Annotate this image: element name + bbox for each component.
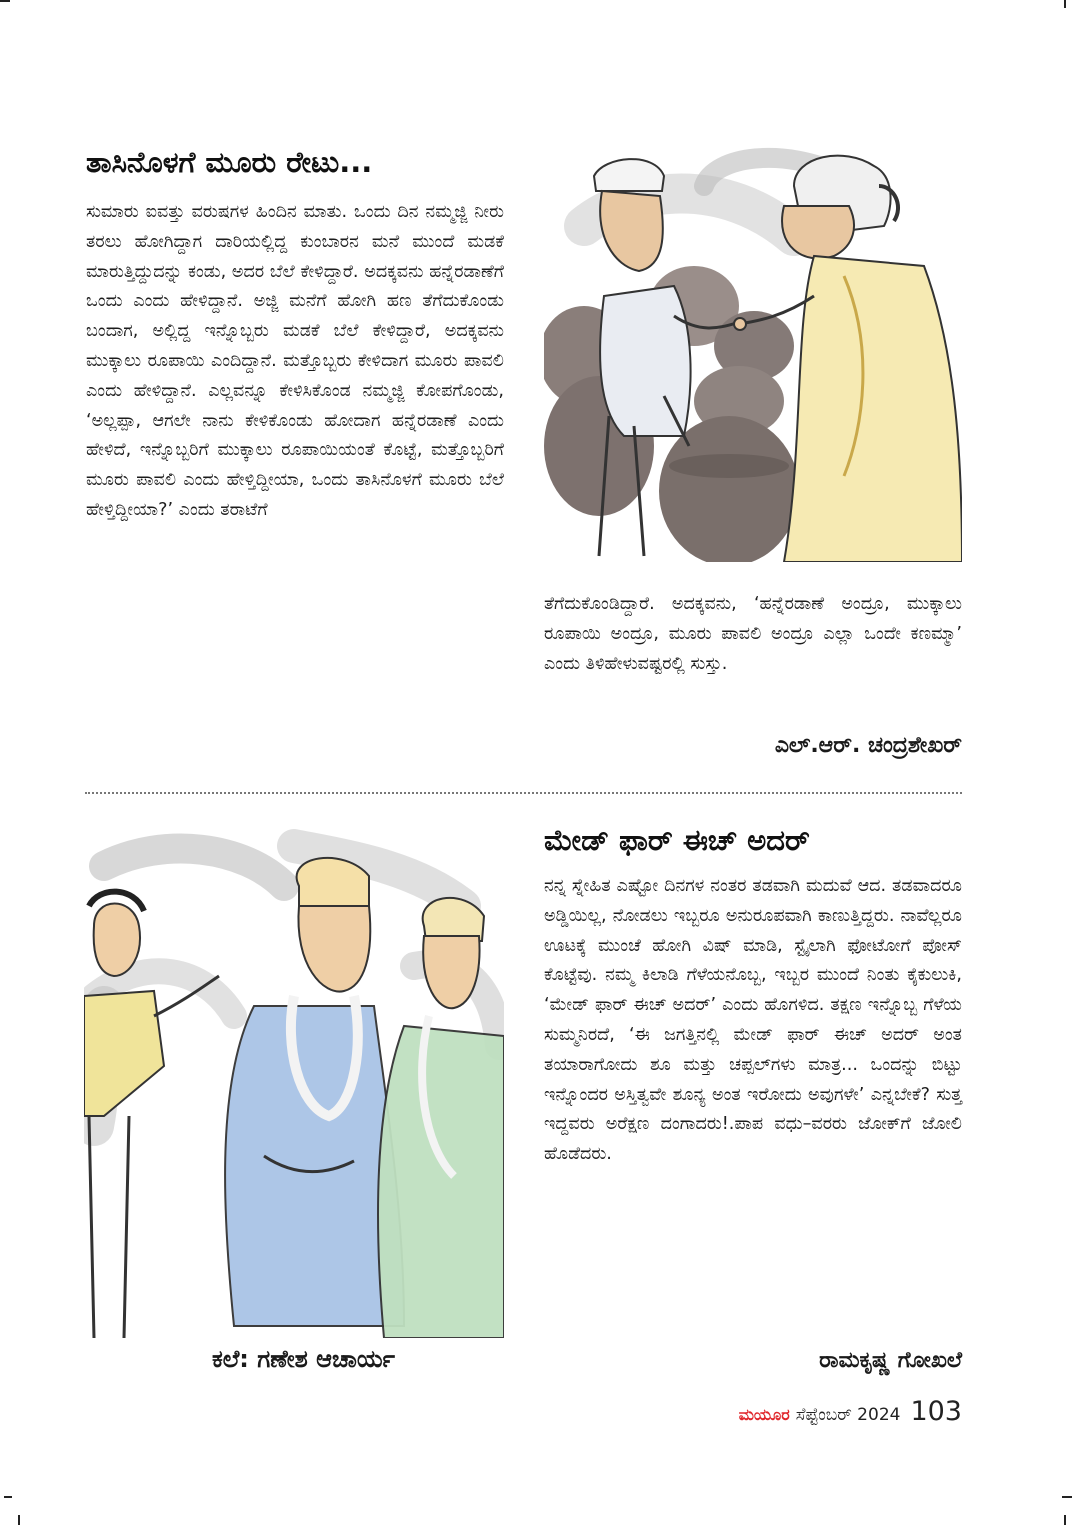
story1-author: ಎಲ್‌.ಆರ್‌. ಚಂದ್ರಶೇಖರ್: [774, 733, 962, 758]
story2-author: ರಾಮಕೃಷ್ಣ ಗೋಖಲೆ: [819, 1348, 962, 1373]
crop-mark: [18, 1515, 20, 1525]
story1-body-right: ತೆಗೆದುಕೊಂಡಿದ್ದಾರೆ. ಅದಕ್ಕವನು, ‘ಹನ್ನೆರಡಾಣೆ ಅಂದ್ರೂ, ಮುಕ್ಕಾಲು ರೂಪಾಯಿ ಅಂದ್ರೂ, ಮೂರು ಪಾವಲಿ ಅಂದ್ರೂ ಎಲ್ಲಾ ಒಂದೇ ಕಣಮ್ಮಾ’ ಎಂದು ತಿಳಿಹೇಳುವಷ್ಟರಲ್ಲಿ ಸುಸ್ತು.: [544, 594, 962, 674]
crop-mark: [0, 0, 10, 2]
art-credit: ಕಲೆ: ಗಣೇಶ ಆಚಾರ್ಯ: [212, 1345, 395, 1373]
crop-mark: [1064, 1515, 1066, 1525]
issue-date: ಸೆಪ್ಟೆಂಬರ್ 2024: [795, 1405, 901, 1425]
page-number: 103: [910, 1396, 962, 1427]
magazine-brand: ಮಯೂರ: [738, 1405, 790, 1424]
story1-title: ತಾಸಿನೊಳಗೆ ಮೂರು ರೇಟು...: [86, 145, 373, 179]
story2-title: ಮೇಡ್ ಫಾರ್ ಈಚ್ ಅದರ್: [544, 823, 810, 857]
wedding-couple-illustration: [84, 826, 504, 1338]
crop-mark: [4, 1496, 12, 1498]
story1-body-left: ಸುಮಾರು ಐವತ್ತು ವರುಷಗಳ ಹಿಂದಿನ ಮಾತು. ಒಂದು ದಿನ ನಮ್ಮಜ್ಜಿ ನೀರು ತರಲು ಹೋಗಿದ್ದಾಗ ದಾರಿಯಲ್ಲಿದ್ದ ಕುಂಬಾರನ ಮನೆ ಮುಂದೆ ಮಡಕೆ ಮಾರುತ್ತಿದ್ದುದನ್ನು ಕಂಡು, ಅದರ ಬೆಲೆ ಕೇಳಿದ್ದಾರೆ. ಅದಕ್ಕವನು ಹನ್ನೆರಡಾಣೆಗೆ ಒಂದು ಎಂದು ಹೇಳಿದ್ದಾನೆ. ಅಜ್ಜಿ ಮನೆಗೆ ಹೋಗಿ ಹಣ ತೆಗೆದುಕೊಂಡು ಬಂದಾಗ, ಅಲ್ಲಿದ್ದ ಇನ್ನೊಬ್ಬರು ಮಡಕೆ ಬೆಲೆ ಕೇಳಿದ್ದಾರೆ, ಅದಕ್ಕವನು ಮುಕ್ಕಾಲು ರೂಪಾಯಿ ಎಂದಿದ್ದಾನೆ. ಮತ್ತೊಬ್ಬರು ಕೇಳಿದಾಗ ಮೂರು ಪಾವಲಿ ಎಂದು ಹೇಳಿದ್ದಾನೆ. ಎಲ್ಲವನ್ನೂ ಕೇಳಿಸಿಕೊಂಡ ನಮ್ಮಜ್ಜಿ ಕೋಪಗೊಂಡು, ‘ಅಲ್ಲಪ್ಪಾ, ಆಗಲೇ ನಾನು ಕೇಳಿಕೊಂಡು ಹೋದಾಗ ಹನ್ನೆರಡಾಣೆ ಎಂದು ಹೇಳಿದೆ, ಇನ್ನೊಬ್ಬರಿಗೆ ಮುಕ್ಕಾಲು ರೂಪಾಯಿಯಂತೆ ಕೊಟ್ಟೆ, ಮತ್ತೊಬ್ಬರಿಗೆ ಮೂರು ಪಾವಲಿ ಎಂದು ಹೇಳ್ತಿದ್ದೀಯಾ, ಒಂದು ತಾಸಿನೊಳಗೆ ಮೂರು ಬೆಲೆ ಹೇಳ್ತಿದ್ದೀಯಾ?’ ಎಂದು ತರಾಟೆಗೆ: [86, 202, 504, 520]
story2-body: ನನ್ನ ಸ್ನೇಹಿತ ಎಷ್ಟೋ ದಿನಗಳ ನಂತರ ತಡವಾಗಿ ಮದುವೆ ಆದ. ತಡವಾದರೂ ಅಡ್ಡಿಯಿಲ್ಲ, ನೋಡಲು ಇಬ್ಬರೂ ಅನುರೂಪವಾಗಿ ಕಾಣುತ್ತಿದ್ದರು. ನಾವೆಲ್ಲರೂ ಊಟಕ್ಕೆ ಮುಂಚೆ ಹೋಗಿ ವಿಷ್ ಮಾಡಿ, ಸ್ಟೈಲಾಗಿ ಫೋಟೋಗೆ ಪೋಸ್ ಕೊಟ್ಟೆವು. ನಮ್ಮ ಕಿಲಾಡಿ ಗೆಳೆಯನೊಬ್ಬ, ಇಬ್ಬರ ಮುಂದೆ ನಿಂತು ಕೈಕುಲುಕಿ, ‘ಮೇಡ್ ಫಾರ್ ಈಚ್ ಅದರ್’ ಎಂದು ಹೊಗಳಿದ. ತಕ್ಷಣ ಇನ್ನೊಬ್ಬ ಗೆಳೆಯ ಸುಮ್ಮನಿರದೆ, ‘ಈ ಜಗತ್ತಿನಲ್ಲಿ ಮೇಡ್ ಫಾರ್ ಈಚ್ ಅದರ್ ಅಂತ ತಯಾರಾಗೋದು ಶೂ ಮತ್ತು ಚಪ್ಪಲ್‌ಗಳು ಮಾತ್ರ... ಒಂದನ್ನು ಬಿಟ್ಟು ಇನ್ನೊಂದರ ಅಸ್ತಿತ್ವವೇ ಶೂನ್ಯ ಅಂತ ಇರೋದು ಅವುಗಳೇ’ ಎನ್ನಬೇಕೆ? ಸುತ್ತ ಇದ್ದವರು ಅರೆಕ್ಷಣ ದಂಗಾದರು!.ಪಾಪ ವಧು–ವರರು ಜೋಕ್‌ಗೆ ಜೋಲಿ ಹೊಡೆದರು.: [544, 876, 962, 1165]
crop-mark: [1062, 1496, 1072, 1498]
page-footer: [739, 1396, 962, 1427]
pot-seller-illustration: [544, 146, 962, 562]
section-divider: [85, 792, 962, 794]
crop-mark: [1064, 0, 1066, 8]
